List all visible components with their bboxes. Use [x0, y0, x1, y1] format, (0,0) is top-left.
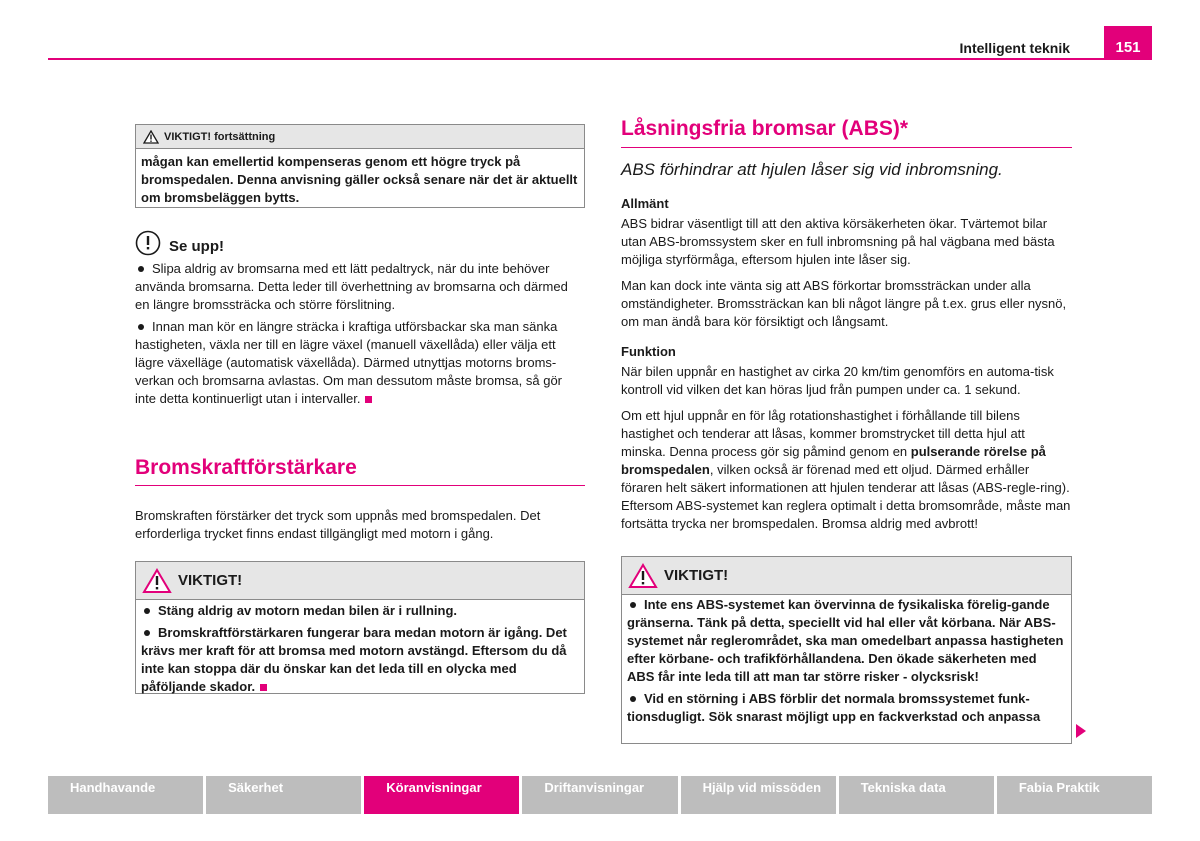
warning-continued-heading: VIKTIGT! fortsättning [164, 130, 276, 143]
end-square-icon [365, 396, 372, 403]
nav-tab-koranvisningar[interactable]: Köranvisningar [364, 776, 519, 814]
function-paragraph-1: När bilen uppnår en hastighet av cirka 20 km/tim genomförs en automa-tisk kontroll vid vilken det kan höras ljud från pumpen under ca. 1 sekund. [621, 364, 1054, 397]
warning-left-header [136, 562, 584, 600]
warning-box-right [621, 556, 1072, 744]
warning-triangle-icon [628, 563, 658, 589]
warning-continued-box [135, 124, 585, 208]
warning-right-header [622, 557, 1071, 595]
page-number: 151 [1104, 26, 1152, 58]
caution-item-1: Slipa aldrig av bromsarna med ett lätt pedaltryck, när du inte behöver använda bromsarna. Detta leder till överhettning av bromsarna och därmed en längre bromssträcka och större förslitning. [135, 261, 568, 312]
warning-left-item-2: Bromskraftförstärkaren fungerar bara medan motorn är igång. Det krävs mer kraft för att bromsa med motorn avstängd. Eftersom du då inte kan stoppa där du önskar kan det leda till en olycka med påföljande skador. [141, 625, 567, 694]
warning-box-left [135, 561, 585, 694]
warning-continued-text: mågan kan emellertid kompenseras genom ett högre tryck på bromspedalen. Denna anvisning gäller också senare när det är aktuellt om bromsbeläggen bytts. [141, 154, 578, 205]
nav-tab-fabia-praktik[interactable]: Fabia Praktik [997, 776, 1152, 814]
warning-right-item-2: Vid en störning i ABS förblir det normala bromssystemet funk-tionsdugligt. Sök snarast möjligt upp en fackverkstad och anpassa [627, 691, 1041, 724]
caution-heading: Se upp! [169, 238, 224, 255]
abs-body [621, 196, 1073, 533]
general-heading: Allmänt [621, 196, 669, 211]
abs-lead: ABS förhindrar att hjulen låser sig vid inbromsning. [621, 160, 1003, 179]
warning-continued-header [136, 125, 584, 149]
nav-tab-driftanvisningar[interactable]: Driftanvisningar [522, 776, 677, 814]
warning-left-item-1: Stäng aldrig av motorn medan bilen är i rullning. [141, 602, 579, 620]
function-paragraph-2: Om ett hjul uppnår en för låg rotationshastighet i förhållande till bilens hastighet och tenderar att låsas, kommer bromstrycket till detta hjul att minska. Denna process gör sig påmind genom en pulserande rörelse på bromspedalen, vilken också är förenad med ett oljud. Därmed erhåller föraren helt säkert informationen att hjulen tenderar att låsas (ABS-regle-ring). Eftersom ABS-systemet kan reglera optimalt i detta bromsområde, måste man fortsätta trycka ner bromspedalen. Bromsa aldrig med avbrott! [621, 408, 1071, 531]
nav-tab-sakerhet[interactable]: Säkerhet [206, 776, 361, 814]
nav-tab-handhavande[interactable]: Handhavande [48, 776, 203, 814]
header-rule [48, 58, 1152, 60]
function-heading: Funktion [621, 344, 676, 359]
general-paragraph-2: Man kan dock inte vänta sig att ABS förkortar bromssträckan under alla omständigheter. Bromssträckan kan bli något längre på t.ex. grus eller nysnö, om man ändå bara kör försiktigt och långsamt. [621, 278, 1067, 329]
caution-block [135, 228, 585, 408]
brake-booster-text: Bromskraften förstärker det tryck som uppnås med bromspedalen. Det erforderliga trycket finns endast tillgängligt med motorn i gång. [135, 508, 541, 541]
caution-header [135, 228, 585, 256]
caution-item-2: Innan man kör en längre sträcka i kraftiga utförsbackar ska man sänka hastigheten, växla ner till en lägre växel (manuell växellåda) eller välja ett lägre växelläge (automatisk växellåda). Därmed utnyttjas motorns broms-verkan och bromsarna avlastas. Om man dessutom måste bromsa, så gör inte detta kontinuerligt utan i intervaller. [135, 319, 563, 406]
exclamation-circle-icon [135, 230, 161, 256]
section-title-brake-booster: Bromskraftförstärkare [135, 456, 357, 479]
warning-triangle-icon [143, 130, 159, 144]
warning-triangle-icon [142, 568, 172, 594]
end-square-icon [260, 684, 267, 691]
section-rule [135, 485, 585, 486]
chapter-nav [48, 776, 1152, 814]
section-title-abs: Låsningsfria bromsar (ABS)* [621, 117, 909, 140]
nav-tab-hjalp-vid-missoden[interactable]: Hjälp vid missöden [681, 776, 836, 814]
warning-right-heading: VIKTIGT! [664, 567, 729, 584]
nav-tab-tekniska-data[interactable]: Tekniska data [839, 776, 994, 814]
warning-left-heading: VIKTIGT! [178, 572, 243, 589]
warning-right-item-1: Inte ens ABS-systemet kan övervinna de fysikaliska förelig-gande gränserna. Tänk på detta, speciellt vid hal eller våt körbana. När ABS-systemet når reglerområdet, ska man omedelbart anpassa hastigheten efter körbane- och trafikförhållandena. Den ökade säkerheten med ABS får inte leda till att man tar större risker - olycksrisk! [627, 597, 1064, 684]
section-rule [621, 147, 1072, 148]
general-paragraph-1: ABS bidrar väsentligt till att den aktiva körsäkerheten ökar. Tvärtemot bilar utan ABS-bromssystem sker en full inbromsning på hal vägbana med bästa möjliga styrförmåga, eftersom hjulen inte låser sig. [621, 216, 1055, 267]
next-page-arrow-icon[interactable] [1076, 724, 1086, 738]
chapter-title: Intelligent teknik [959, 40, 1070, 56]
